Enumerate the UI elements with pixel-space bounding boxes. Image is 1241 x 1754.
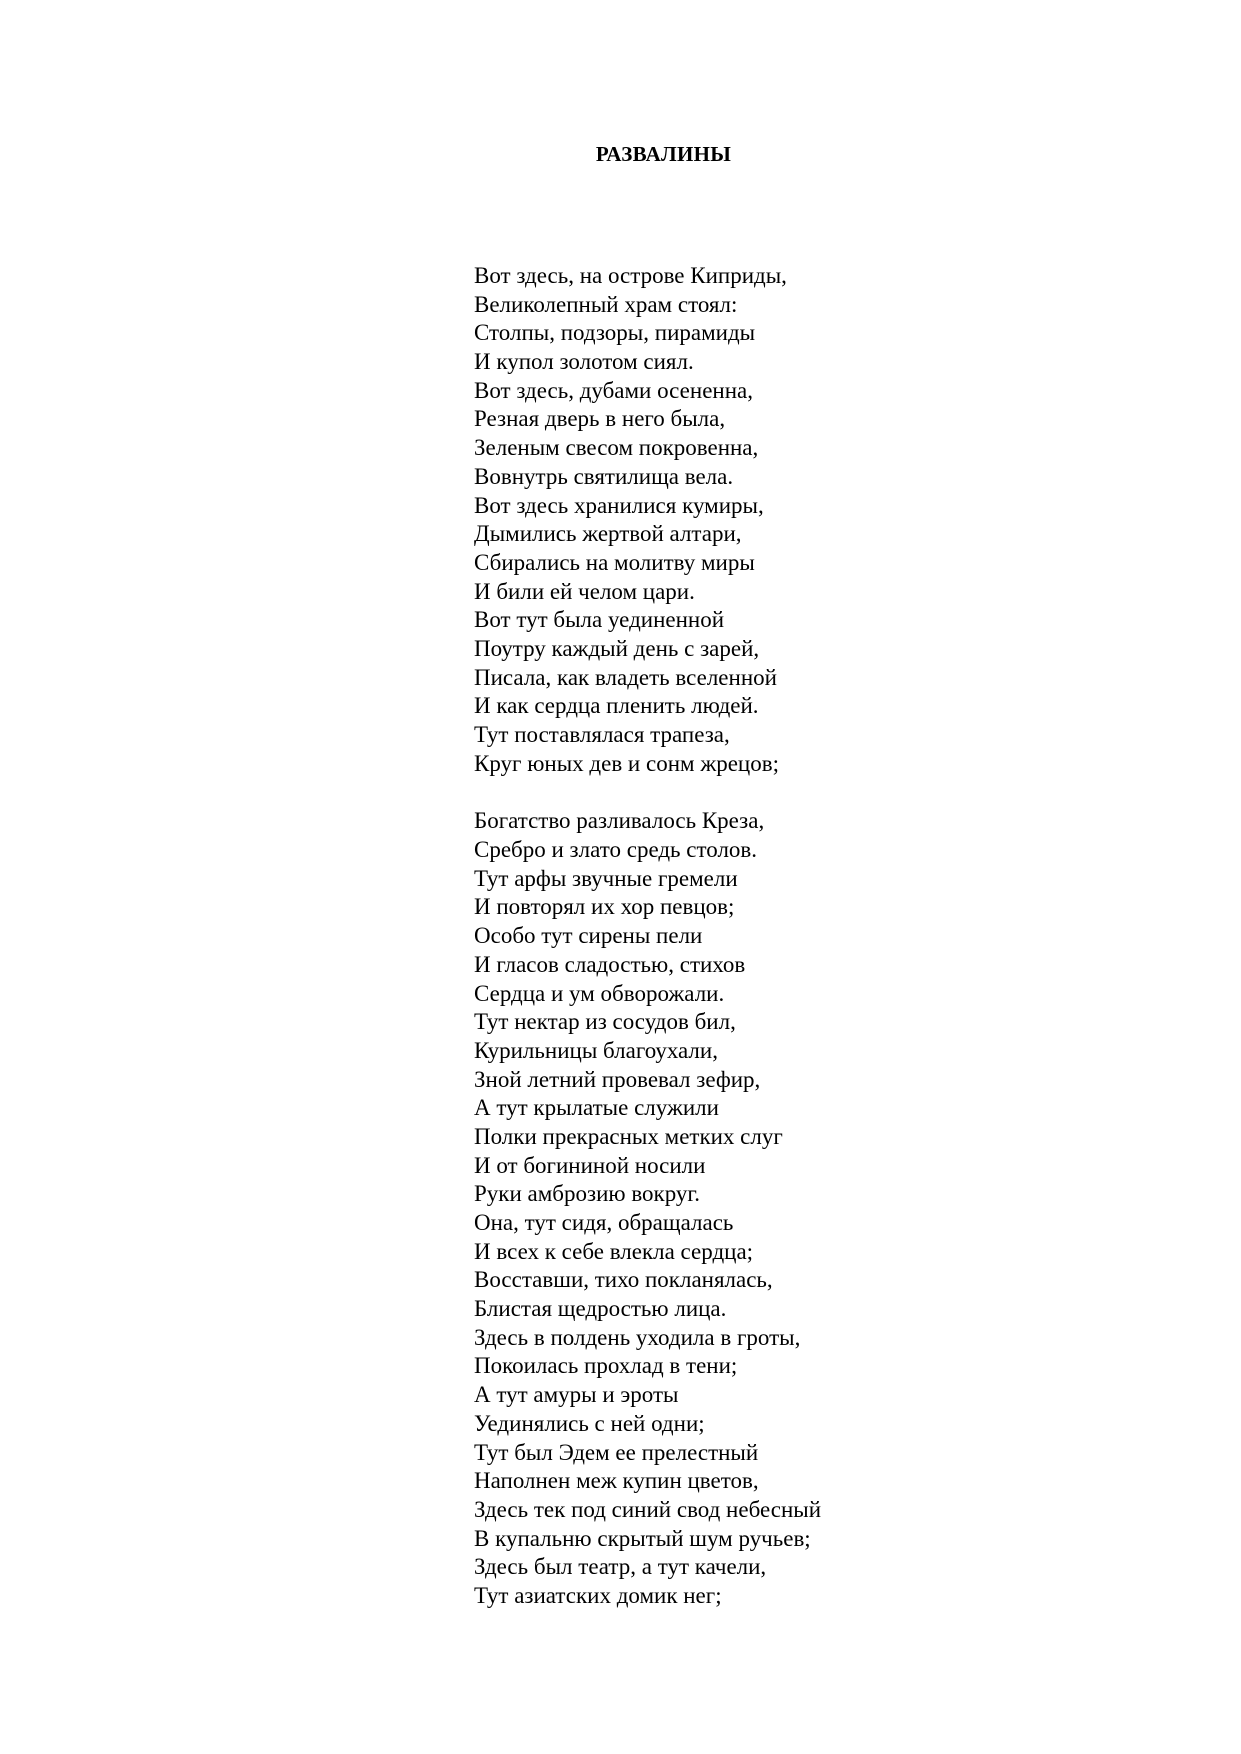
poem-line: Зеленым свесом покровенна,: [474, 435, 759, 461]
poem-body: [474, 262, 1174, 1611]
poem-line: А тут амуры и эроты: [474, 1382, 679, 1408]
poem-line: Тут азиатских домик нег;: [474, 1582, 722, 1608]
poem-line: Вот здесь хранилися кумиры,: [474, 492, 764, 518]
poem-line: Здесь был театр, а тут качели,: [474, 1554, 767, 1580]
poem-line: Вот здесь, на острове Киприды,: [474, 263, 787, 288]
poem-line: Руки амброзию вокруг.: [474, 1181, 700, 1207]
poem-line: Особо тут сирены пели: [474, 923, 703, 949]
stanza: [474, 807, 1174, 1610]
poem-line: Полки прекрасных метких слуг: [474, 1123, 783, 1149]
poem-line: Блистая щедростью лица.: [474, 1296, 727, 1322]
poem-line: Зной летний провевал зефир,: [474, 1066, 761, 1092]
poem-line: Тут нектар из сосудов бил,: [474, 1009, 736, 1035]
poem-line: Наполнен меж купин цветов,: [474, 1468, 759, 1494]
poem-line: Восставши, тихо покланялась,: [474, 1267, 773, 1293]
poem-line: Тут арфы звучные гремели: [474, 865, 738, 891]
poem-line: Сбирались на молитву миры: [474, 549, 755, 575]
poem-line: Тут поставлялася трапеза,: [474, 722, 730, 747]
poem-line: И купол золотом сиял.: [474, 349, 694, 375]
poem-line: Вовнутрь святилища вела.: [474, 463, 734, 489]
poem-line: И гласов сладостью, стихов: [474, 951, 746, 977]
poem-line: Дымились жертвой алтари,: [474, 521, 742, 547]
poem-line: А тут крылатые служили: [474, 1095, 719, 1121]
poem-line: Тут был Эдем ее прелестный: [474, 1439, 759, 1465]
poem-line: Уединялись с ней одни;: [474, 1410, 705, 1436]
poem-title: РАЗВАЛИНЫ: [595, 142, 732, 166]
stanza: [474, 262, 1174, 778]
poem-line: И как сердца пленить людей.: [474, 693, 759, 719]
poem-line: Она, тут сидя, обращалась: [474, 1210, 734, 1235]
poem-line: И повторял их хор певцов;: [474, 894, 735, 920]
poem-line: Здесь в полдень уходила в гроты,: [474, 1324, 801, 1350]
poem-line: И от богининой носили: [474, 1152, 706, 1178]
poem-line: Столпы, подзоры, пирамиды: [474, 320, 756, 346]
poem-line: И всех к себе влекла сердца;: [474, 1238, 754, 1264]
poem-line: Круг юных дев и сонм жрецов;: [474, 750, 779, 776]
poem-line: Здесь тек под синий свод небесный: [474, 1496, 822, 1522]
poem-line: Писала, как владеть вселенной: [474, 664, 777, 690]
poem-line: В купальню скрытый шум ручьев;: [474, 1525, 811, 1551]
poem-line: Поутру каждый день с зарей,: [474, 635, 760, 661]
poem-line: Покоилась прохлад в тени;: [474, 1353, 738, 1379]
poem-line: Вот тут была уединенной: [474, 607, 725, 633]
poem-line: Сердца и ум обворожали.: [474, 980, 725, 1006]
poem-line: Курильницы благоухали,: [474, 1037, 718, 1063]
poem-line: Сребро и злато средь столов.: [474, 837, 758, 863]
poem-line: И били ей челом цари.: [474, 578, 695, 604]
poem-line: Великолепный храм стоял:: [474, 291, 738, 317]
poem-line: Резная дверь в него была,: [474, 406, 726, 432]
poem-line: Вот здесь, дубами осененна,: [474, 377, 753, 403]
poem-line: Богатство разливалось Креза,: [474, 808, 765, 834]
